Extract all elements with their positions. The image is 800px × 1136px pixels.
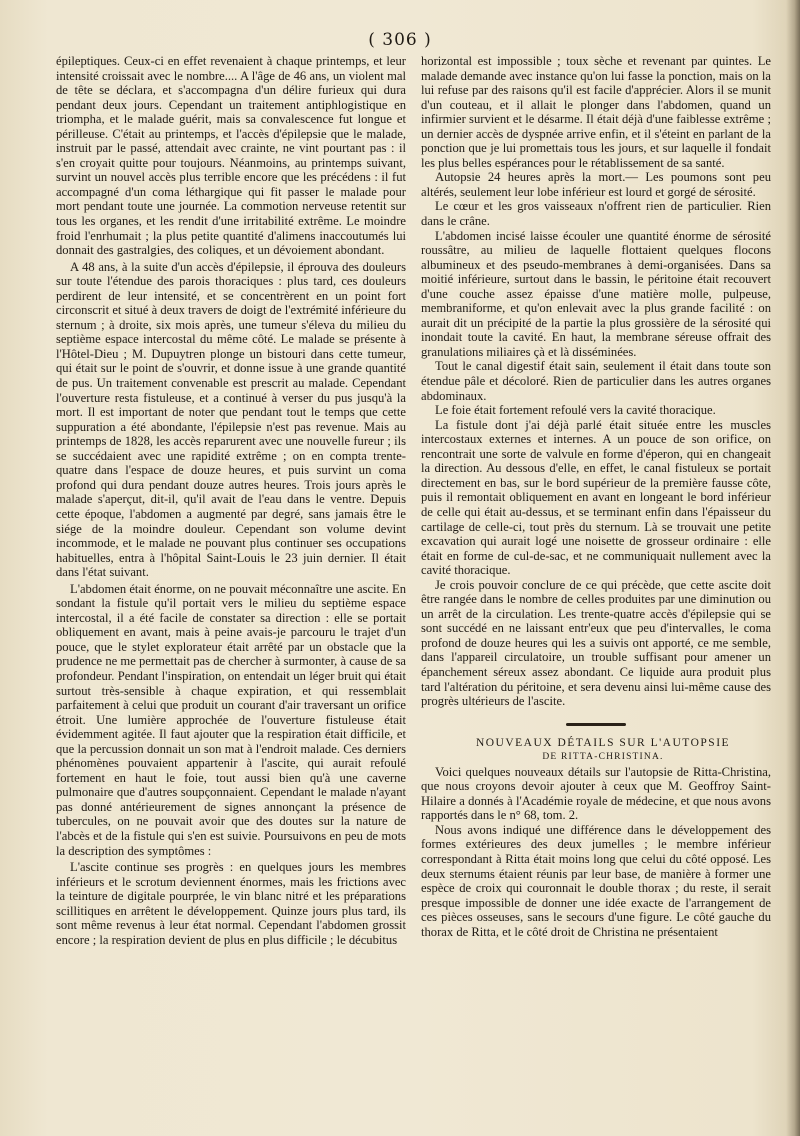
right-column	[421, 54, 771, 939]
paragraph: A 48 ans, à la suite d'un accès d'épilepsie, il éprouva des douleurs sur toute l'étendue des parois thoraciques : plus tard, ces douleurs perdirent de leur intensité, et se concentrèrent en un point fort circonscrit et situé à deux travers de doigt de l'extrémité inférieure du sternum ; à droite, six mois après, une tumeur s'éleva du milieu du septième espace intercostal du même côté. Le malade se présente à l'Hôtel-Dieu ; M. Dupuytren plonge un bistouri dans cette tumeur, qui était sur le point de s'ouvrir, et donne issue à une grande quantité de pus. Un traitement convenable est prescrit au malade. Cependant l'ouverture resta fistuleuse, et a continué à verser du pus jusqu'à la mort. Il est important de noter que pendant tout le temps que cette suppuration a été abondante, l'épilepsie n'est pas revenue. Mais au printemps de 1828, les accès reparurent avec une nouvelle fureur ; ils se succédaient avec une rapidité extrême ; on en compta trente-quatre dans l'espace de douze heures, et puis survint un coma profond qui dura pendant douze autres heures. Trois jours après le malade s'aperçut, dit-il, qu'il avait de l'eau dans le ventre. Depuis cette époque, l'abdomen a augmenté par degré, sans jamais être le siége de la moindre douleur. Cependant son volume devint incommode, et le malade ne pouvant plus continuer ses occupations habituelles, entra à l'hôpital Saint-Louis le 23 juin dernier. Il était dans l'état suivant.	[56, 259, 406, 580]
section-divider	[566, 723, 626, 726]
section-subtitle: DE RITTA-CHRISTINA.	[542, 752, 664, 763]
paragraph: La fistule dont j'ai déjà parlé était située entre les muscles intercostaux externes et internes. A un pouce de son orifice, on rencontrait une sorte de valvule en forme d'éperon, qui en changeait la direction. Au dessous d'elle, en effet, le canal fistuleux se portait directement en bas, sur le bord supérieur de la première fausse côte, puis il remontait obliquement en avant en longeant le bord inférieur de celle qui était au-dessus, et se terminant enfin dans l'épaisseur du cartilage de celle-ci, tout près du sternum. Là se trouvait une petite excavation qui aurait logé une noisette de grosseur ordinaire : elle était en forme de cul-de-sac, et ne communiquait nullement avec la cavité thoracique.	[421, 417, 771, 578]
paragraph: Le foie était fortement refoulé vers la cavité thoracique.	[435, 403, 716, 418]
paragraph: Tout le canal digestif était sain, seulement il était dans toute son étendue pâle et décoloré. Rien de particulier dans les autres organes abdominaux.	[421, 359, 771, 403]
paragraph: horizontal est impossible ; toux sèche et revenant par quintes. Le malade demande avec instance qu'on lui fasse la ponction, mais on la lui refuse par des raisons qu'il est facile d'apprécier. Alors il se munit d'un couteau, et il allait le plonger dans l'abdomen, quand un infirmier survient et le désarme. Il était déjà d'une faiblesse extrême ; un dernier accès de dyspnée arrive enfin, et il s'éteint en parlant de la ponction que je lui promettais tous les jours, et sur laquelle il fondait les plus belles espérances pour le rétablissement de sa santé.	[421, 54, 771, 170]
left-column	[56, 54, 406, 947]
paragraph: Je crois pouvoir conclure de ce qui précède, que cette ascite doit être rangée dans le nombre de celles produites par une diminution ou un arrêt de la circulation. Les trente-quatre accès d'épilepsie qui se sont succédé en ne laissant entr'eux que peu d'intervalles, le coma profond de douze heures qui les a suivis ont apporté, ce me semble, dans l'appareil circulatoire, un trouble suffisant pour amener un épanchement séreux assez abondant. Ce liquide aura produit plus tard l'altération du péritoine, et sera devenu ainsi lui-même cause des progrès ultérieurs de l'ascite.	[421, 577, 771, 709]
page-number: ( 306 )	[368, 30, 432, 50]
paragraph: L'abdomen était énorme, on ne pouvait méconnaître une ascite. En sondant la fistule qu'il portait vers le milieu du septième espace intercostal, il a été facile de constater sa direction : elle se portait obliquement en avant, mais à peine avais-je parcouru le trajet d'un pouce, que le stylet explorateur était arrêté par un obstacle que la prudence ne me permettait pas de chercher à surmonter, à cause de sa profondeur. Pendant l'inspiration, on entendait un léger bruit qui était surtout très-sensible à chaque expiration, et qui ressemblait parfaitement à celui que produit un courant d'air traversant un orifice étroit. Une lumière approchée de l'ouverture fistuleuse était évidemment agitée. Il faut ajouter que la respiration était difficile, et que la percussion donnait un son mat à l'endroit malade. Ces derniers phénomènes pouvaient appartenir à l'ascite, qui aurait refoulé fortement en haut le foie, tout aussi bien qu'à une caverne pulmonaire que d'autres soupçonnaient. Cependant le malade n'ayant pas donné antérieurement de signes annonçant la présence de tubercules, on ne pouvait avoir que des doutes sur la nature de l'abcès et de la fistule qui s'en est suivie. Poursuivons en peu de mots la description des symptômes :	[56, 581, 406, 858]
paragraph: épileptiques. Ceux-ci en effet revenaient à chaque printemps, et leur intensité croissait avec le nombre.... A l'âge de 46 ans, un violent mal de tête se déclara, et s'accompagna d'un délire furieux qui dura pendant deux jours. Cependant un traitement antiphlogistique en triompha, et le malade guérit, mais sa convalescence fut longue et périlleuse. C'était au printemps, et l'accès d'épilepsie que le malade, instruit par le passé, attendait avec crainte, ne vint pourtant pas : il s'en croyait quitte pour toujours. Néanmoins, au printemps suivant, survint un nouvel accès plus terrible encore que les précédens : il fut accompagné d'un coma léthargique qui fit passer le malade pour mort pendant toute une journée. La commotion nerveuse retentit sur tous les organes, et les rendit d'une irritabilité extrême. Le moindre froid l'enrhumait ; la plus petite quantité d'alimens inaccoutumés lui donnait des gastralgies, des coliques, et un dévoiement abondant.	[56, 54, 406, 258]
paragraph: Voici quelques nouveaux détails sur l'autopsie de Ritta-Christina, que nous croyons devoir ajouter à ceux que M. Geoffroy Saint-Hilaire a donnés à l'Académie royale de médecine, et que nous avons rapportés dans le n° 68, tom. 2.	[421, 764, 771, 823]
section-title: NOUVEAUX DÉTAILS SUR L'AUTOPSIE	[475, 736, 731, 749]
paragraph: L'abdomen incisé laisse écouler une quantité énorme de sérosité roussâtre, au milieu de laquelle flottaient quelques flocons albumineux et des pseudo-membranes à demi-organisées. Dans sa moitié inférieure, surtout dans le bassin, le péritoine était recouvert d'une couche assez épaisse d'une matière molle, pulpeuse, membraniforme, et qu'on enlevait avec la plus grande facilité : on aurait dit un précipité de la partie la plus grossière de la sérosité qui inondait toute la cavité. En haut, la membrane séreuse offrait des granulations miliaires çà et là disséminées.	[421, 228, 771, 359]
binding-edge-shadow	[786, 0, 800, 1136]
paragraph: Nous avons indiqué une différence dans le développement des formes extérieures des deux jumelles ; le membre inférieur correspondant à Ritta était moins long que celui du côté opposé. Les deux sternums étaient réunis par leur base, de manière à former une espèce de croix qui couronnait le double thorax ; du reste, il serait presque impossible de donner une idée exacte de l'arrangement de ces pièces osseuses, sans le secours d'une figure. Le côté gauche du thorax de Ritta, et le côté droit de Christina ne présentaient	[421, 822, 771, 939]
paragraph: L'ascite continue ses progrès : en quelques jours les membres inférieurs et le scrotum deviennent énormes, mais les frictions avec la teinture de digitale pourprée, le vin blanc nitré et les préparations scillitiques en arrêtent le développement. Quinze jours plus tard, ils sont même revenus à leur état normal. Cependant l'abdomen grossit encore ; la respiration devient de plus en plus difficile ; le décubitus	[56, 860, 406, 947]
paragraph: Le cœur et les gros vaisseaux n'offrent rien de particulier. Rien dans le crâne.	[421, 199, 771, 229]
paragraph: Autopsie 24 heures après la mort.— Les poumons sont peu altérés, seulement leur lobe inférieur est lourd et gorgé de sérosité.	[421, 170, 771, 199]
